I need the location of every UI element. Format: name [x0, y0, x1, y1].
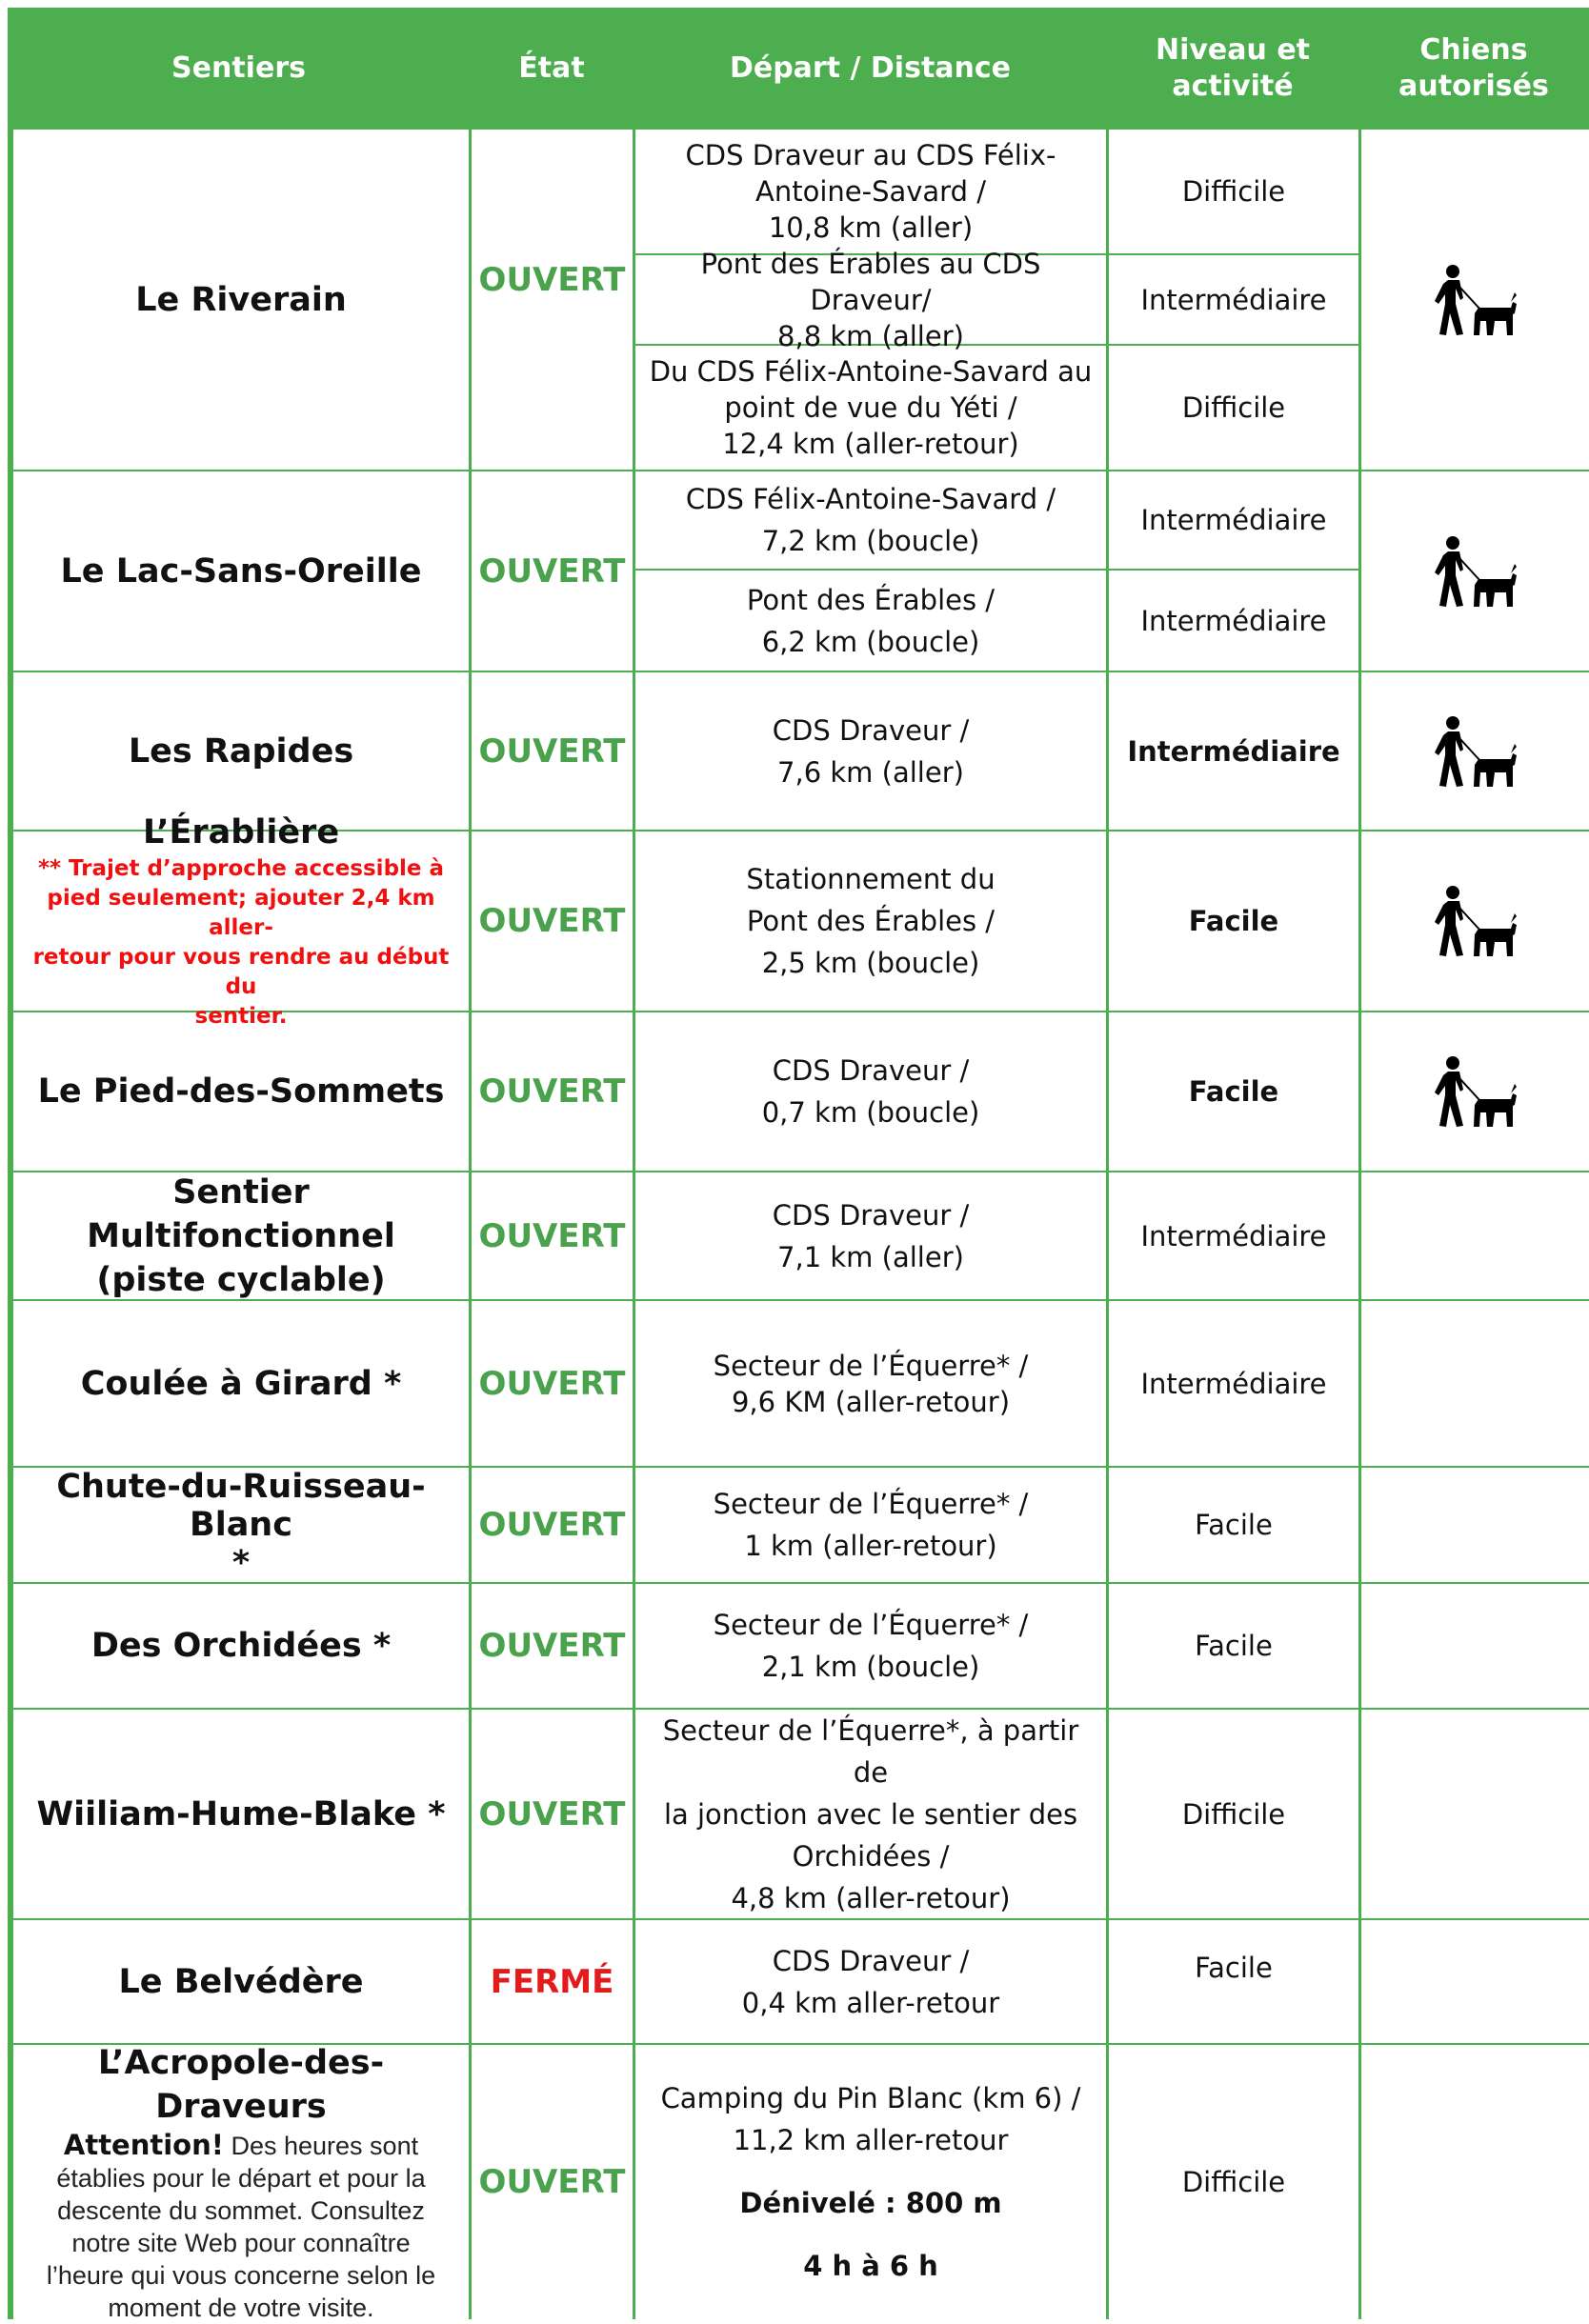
difficulty-level: Difficile — [1181, 1797, 1286, 1831]
difficulty-level: Intermédiaire — [1140, 1219, 1327, 1252]
trail-status: OUVERT — [478, 1506, 626, 1544]
departure-line: Orchidées / — [792, 1839, 950, 1873]
trail-name — [13, 1468, 469, 1582]
trail-status: OUVERT — [478, 1794, 626, 1833]
note-line: descente du sommet. Consultez — [57, 2195, 425, 2225]
trail-name-line: (piste cyclable) — [96, 1260, 386, 1299]
dogs-allowed-cell — [1361, 130, 1589, 470]
trail-name: L’Acropole-des-Draveurs — [97, 2043, 385, 2126]
trail-name-cell — [13, 813, 469, 1029]
departure-line: 9,6 KM (aller-retour) — [731, 1385, 1011, 1418]
note-line: l’heure qui vous concerne selon le — [46, 2260, 436, 2290]
departure-line: 11,2 km aller-retour — [733, 2124, 1009, 2156]
difficulty-level: Intermédiaire — [1140, 283, 1327, 316]
difficulty-level: Facile — [1188, 1075, 1279, 1108]
departure-line: 12,4 km (aller-retour) — [722, 428, 1019, 460]
trail-name: Le Lac-Sans-Oreille — [60, 551, 422, 591]
departure-line: 7,2 km (boucle) — [761, 525, 980, 557]
departure-line: Pont des Érables / — [746, 583, 996, 616]
header-status: État — [470, 8, 634, 130]
trail-status: FERMÉ — [490, 1962, 614, 2001]
difficulty-level: Difficile — [1181, 2166, 1286, 2198]
departure-distance — [635, 1710, 1106, 1918]
departure-distance — [635, 247, 1106, 352]
departure-line: 7,1 km (aller) — [777, 1240, 964, 1273]
departure-line: CDS Draveur / — [772, 713, 970, 747]
departure-line: CDS Draveur / — [772, 1054, 970, 1087]
departure-line: 8,8 km (aller) — [777, 319, 964, 352]
departure-line: Camping du Pin Blanc (km 6) / — [660, 2082, 1081, 2114]
departure-line: CDS Draveur / — [772, 1944, 970, 1977]
departure-line: Antoine-Savard / — [755, 175, 986, 208]
header-level-line1: Niveau et — [1155, 33, 1311, 67]
trail-name: Coulée à Girard * — [80, 1364, 402, 1403]
trail-status: OUVERT — [478, 1627, 626, 1665]
departure-line: 2,1 km (boucle) — [761, 1651, 980, 1683]
trail-status: OUVERT — [478, 2163, 626, 2201]
departure-line: la jonction avec le sentier des — [663, 1797, 1078, 1831]
note-line: ** Trajet d’approche accessible à — [37, 856, 445, 881]
note-text: Des heures sont — [223, 2131, 419, 2160]
person-walking-dog-icon — [1435, 885, 1517, 957]
departure-line: CDS Draveur au CDS Félix- — [685, 139, 1056, 171]
difficulty-level: Intermédiaire — [1140, 604, 1327, 637]
person-walking-dog-icon — [1435, 535, 1517, 608]
trail-status: OUVERT — [478, 551, 626, 591]
header-dogs-line2: autorisés — [1398, 70, 1549, 103]
departure-distance — [635, 1172, 1106, 1299]
departure-line: CDS Draveur / — [772, 1198, 970, 1232]
difficulty-level: Intermédiaire — [1140, 504, 1327, 536]
header-level — [1107, 8, 1358, 130]
departure-distance — [635, 2045, 1106, 2319]
trail-status: OUVERT — [478, 731, 626, 771]
trail-name-line: Chute-du-Ruisseau-Blanc — [56, 1468, 426, 1544]
departure-distance — [635, 1584, 1106, 1708]
departure-line: 2,5 km (boucle) — [761, 947, 980, 979]
trail-name: L’Érablière — [142, 813, 340, 851]
departure-line: 7,6 km (aller) — [777, 755, 964, 789]
departure-distance — [635, 1012, 1106, 1171]
departure-line: CDS Félix-Antoine-Savard / — [685, 483, 1056, 515]
departure-distance — [635, 471, 1106, 569]
trail-status: OUVERT — [478, 902, 626, 940]
trail-status: OUVERT — [478, 260, 626, 299]
departure-line: 1 km (aller-retour) — [744, 1530, 997, 1562]
trail-name-line: Sentier Multifonctionnel — [87, 1172, 395, 1255]
departure-distance — [635, 130, 1106, 253]
trail-name — [13, 1172, 469, 1299]
dogs-allowed-cell — [1361, 831, 1589, 1011]
note-line — [47, 2129, 435, 2162]
departure-distance — [635, 672, 1106, 830]
difficulty-level: Facile — [1195, 1630, 1273, 1662]
dogs-allowed-cell — [1361, 1012, 1589, 1171]
elevation-gain: Dénivelé : 800 m — [739, 2187, 1002, 2219]
trail-status: OUVERT — [478, 1364, 626, 1403]
difficulty-level: Difficile — [1181, 175, 1286, 208]
departure-line: Secteur de l’Équerre* / — [713, 1488, 1029, 1520]
departure-distance — [635, 831, 1106, 1011]
departure-line: 10,8 km (aller) — [768, 211, 974, 244]
departure-distance — [635, 1301, 1106, 1466]
trail-status: OUVERT — [478, 1072, 626, 1111]
departure-distance — [635, 346, 1106, 470]
dogs-allowed-cell — [1361, 672, 1589, 830]
trail-name: Wiiliam-Hume-Blake * — [36, 1794, 446, 1833]
departure-line: Pont des Érables au CDS Draveur/ — [700, 247, 1041, 316]
difficulty-level: Facile — [1195, 1952, 1273, 1984]
trail-name: Des Orchidées * — [91, 1627, 392, 1665]
person-walking-dog-icon — [1435, 1055, 1517, 1128]
departure-line: 0,7 km (boucle) — [761, 1096, 980, 1129]
departure-line: 4,8 km (aller-retour) — [731, 1881, 1011, 1914]
person-walking-dog-icon — [1435, 264, 1517, 336]
difficulty-level: Intermédiaire — [1127, 734, 1340, 768]
trail-name-line: * — [231, 1544, 251, 1582]
trail-status: OUVERT — [478, 1216, 626, 1255]
departure-line: Secteur de l’Équerre*, à partir de — [662, 1713, 1079, 1789]
trail-name: Le Riverain — [135, 280, 347, 319]
departure-distance — [635, 1920, 1106, 2043]
note-line: notre site Web pour connaître — [71, 2228, 411, 2257]
departure-line: 0,4 km aller-retour — [741, 1986, 1000, 2019]
departure-distance — [635, 571, 1106, 671]
difficulty-level: Facile — [1195, 1509, 1273, 1541]
departure-line: Secteur de l’Équerre* / — [713, 1609, 1029, 1641]
approach-note — [13, 854, 469, 1032]
header-departure: Départ / Distance — [634, 8, 1107, 130]
departure-line: point de vue du Yéti / — [724, 391, 1017, 424]
trail-name: Le Pied-des-Sommets — [37, 1072, 445, 1111]
trail-name-cell — [13, 2043, 469, 2322]
departure-distance — [635, 1468, 1106, 1582]
difficulty-level: Intermédiaire — [1140, 1367, 1327, 1400]
header-trails: Sentiers — [8, 8, 470, 130]
duration: 4 h à 6 h — [803, 2250, 938, 2282]
departure-line: Secteur de l’Équerre* / — [713, 1349, 1029, 1382]
note-line: établies pour le départ et pour la — [56, 2163, 426, 2193]
note-line: retour pour vous rendre au début du — [32, 945, 450, 999]
departure-line: Pont des Érables / — [746, 905, 996, 937]
departure-line: Du CDS Félix-Antoine-Savard au — [649, 355, 1093, 388]
header-level-line2: activité — [1172, 70, 1294, 103]
header-dogs-line1: Chiens — [1419, 33, 1528, 67]
attention-label: Attention! — [63, 2128, 224, 2161]
person-walking-dog-icon — [1435, 715, 1517, 788]
header-dogs — [1358, 8, 1589, 130]
difficulty-level: Difficile — [1181, 391, 1286, 424]
attention-note — [33, 2129, 449, 2324]
difficulty-level: Facile — [1188, 905, 1279, 937]
departure-line: Stationnement du — [746, 863, 996, 895]
note-line: moment de votre visite. — [108, 2293, 374, 2322]
note-line: pied seulement; ajouter 2,4 km aller- — [47, 886, 435, 940]
departure-line: 6,2 km (boucle) — [761, 625, 980, 658]
trail-name: Les Rapides — [128, 731, 354, 771]
trail-name: Le Belvédère — [118, 1962, 364, 2001]
note-line: sentier. — [194, 1004, 288, 1029]
dogs-allowed-cell — [1361, 471, 1589, 671]
